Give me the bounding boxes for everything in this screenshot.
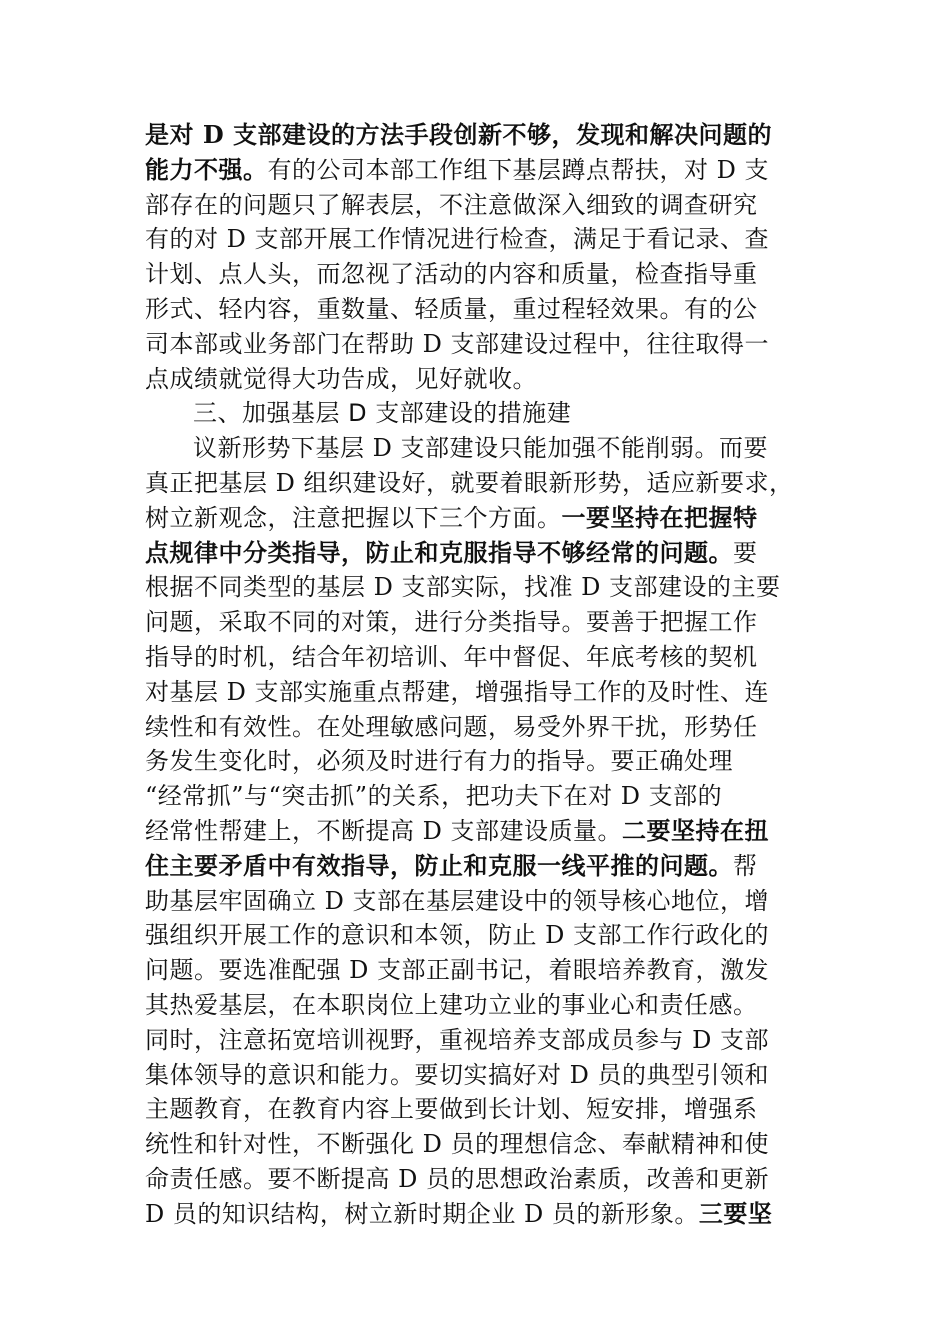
- bold-text-segment: 一要坚持在把握特: [561, 502, 758, 532]
- text-segment: 有的公司本部工作组下基层蹲点帮扶，对 D 支: [267, 155, 769, 184]
- text-segment: 同时，注意拓宽培训视野，重视培养支部成员参与 D 支部: [145, 1025, 769, 1054]
- text-segment: 点成绩就觉得大功告成，见好就收。: [145, 364, 537, 393]
- text-line: [145, 953, 807, 988]
- text-line: [145, 1162, 807, 1197]
- text-segment: 根据不同类型的基层 D 支部实际，找准 D 支部建设的主要: [145, 573, 781, 602]
- text-line: [145, 188, 807, 223]
- text-segment: 统性和针对性，不断强化 D 员的理想信念、奉献精神和使: [145, 1130, 769, 1159]
- text-line: [145, 1127, 807, 1162]
- body-text: [145, 118, 807, 1232]
- text-segment: 形式、轻内容，重数量、轻质量，重过程轻效果。有的公: [145, 294, 758, 323]
- text-line: [145, 292, 807, 327]
- text-line: [145, 640, 807, 675]
- text-line: [145, 849, 807, 884]
- bold-text-segment: 三要坚: [698, 1198, 773, 1228]
- text-line: [145, 814, 807, 849]
- text-line: [145, 501, 807, 536]
- text-line: [145, 257, 807, 292]
- text-segment: 要: [733, 538, 758, 567]
- bold-text-segment: 点规律中分类指导，防止和克服指导不够经常的问题。: [145, 537, 733, 567]
- text-segment: 计划、点人头，而忽视了活动的内容和质量，检查指导重: [145, 260, 758, 289]
- text-line: [145, 605, 807, 640]
- text-segment: 议新形势下基层 D 支部建设只能加强不能削弱。而要: [193, 434, 768, 463]
- text-segment: 集体领导的意识和能力。要切实搞好对 D 员的典型引领和: [145, 1060, 769, 1089]
- text-line: [145, 988, 807, 1023]
- text-line: [145, 431, 807, 466]
- text-line: [145, 1058, 807, 1093]
- text-segment: 命责任感。要不断提高 D 员的思想政治素质，改善和更新: [145, 1164, 769, 1193]
- text-line: [145, 153, 807, 188]
- text-line: [145, 744, 807, 779]
- text-segment: 三、加强基层 D 支部建设的措施建: [193, 399, 572, 428]
- text-segment: 对基层 D 支部实施重点帮建，增强指导工作的及时性、连: [145, 677, 769, 706]
- text-segment: 司本部或业务部门在帮助 D 支部建设过程中，往往取得一: [145, 329, 769, 358]
- text-segment: 经常性帮建上，不断提高 D 支部建设质量。: [145, 816, 622, 845]
- text-segment: 树立新观念，注意把握以下三个方面。: [145, 503, 562, 532]
- text-segment: 指导的时机，结合年初培训、年中督促、年底考核的契机: [145, 642, 758, 671]
- text-line: [145, 710, 807, 745]
- text-segment: 真正把基层 D 组织建设好，就要着眼新形势，适应新要求，: [145, 468, 794, 497]
- text-segment: 主题教育，在教育内容上要做到长计划、短安排，增强系: [145, 1095, 758, 1124]
- text-line: [145, 118, 807, 153]
- text-line: [145, 327, 807, 362]
- text-line: [145, 570, 807, 605]
- text-line: [145, 362, 807, 397]
- text-segment: 强组织开展工作的意识和本领，防止 D 支部工作行政化的: [145, 921, 769, 950]
- text-line: [145, 675, 807, 710]
- text-line: [145, 466, 807, 501]
- text-segment: 务发生变化时，必须及时进行有力的指导。要正确处理: [145, 747, 733, 776]
- bold-text-segment: 能力不强。: [145, 154, 268, 184]
- text-segment: D 员的知识结构，树立新时期企业 D 员的新形象。: [145, 1199, 699, 1228]
- text-line: [145, 536, 807, 571]
- bold-text-segment: 住主要矛盾中有效指导，防止和克服一线平推的问题。: [145, 850, 733, 880]
- text-line: [145, 1197, 807, 1232]
- text-line: [145, 222, 807, 257]
- text-segment: 帮: [733, 851, 758, 880]
- text-line: [145, 918, 807, 953]
- text-segment: 问题，采取不同的对策，进行分类指导。要善于把握工作: [145, 608, 758, 637]
- text-segment: 有的对 D 支部开展工作情况进行检查，满足于看记录、查: [145, 225, 769, 254]
- text-line: [145, 1092, 807, 1127]
- text-segment: 续性和有效性。在处理敏感问题，易受外界干扰，形势任: [145, 712, 758, 741]
- text-segment: 部存在的问题只了解表层，不注意做深入细致的调查研究: [145, 190, 758, 219]
- text-segment: 助基层牢固确立 D 支部在基层建设中的领导核心地位，增: [145, 886, 769, 915]
- text-line: [145, 1023, 807, 1058]
- bold-text-segment: 二要坚持在扭: [622, 815, 769, 845]
- text-segment: 问题。要选准配强 D 支部正副书记，着眼培养教育，激发: [145, 956, 769, 985]
- text-line: [145, 884, 807, 919]
- bold-text-segment: 是对 D 支部建设的方法手段创新不够，发现和解决问题的: [145, 120, 773, 149]
- text-line: [145, 779, 807, 814]
- text-segment: “经常抓”与“突击抓”的关系，把功夫下在对 D 支部的: [145, 782, 723, 811]
- text-segment: 其热爱基层，在本职岗位上建功立业的事业心和责任感。: [145, 990, 758, 1019]
- section-heading: [145, 396, 807, 431]
